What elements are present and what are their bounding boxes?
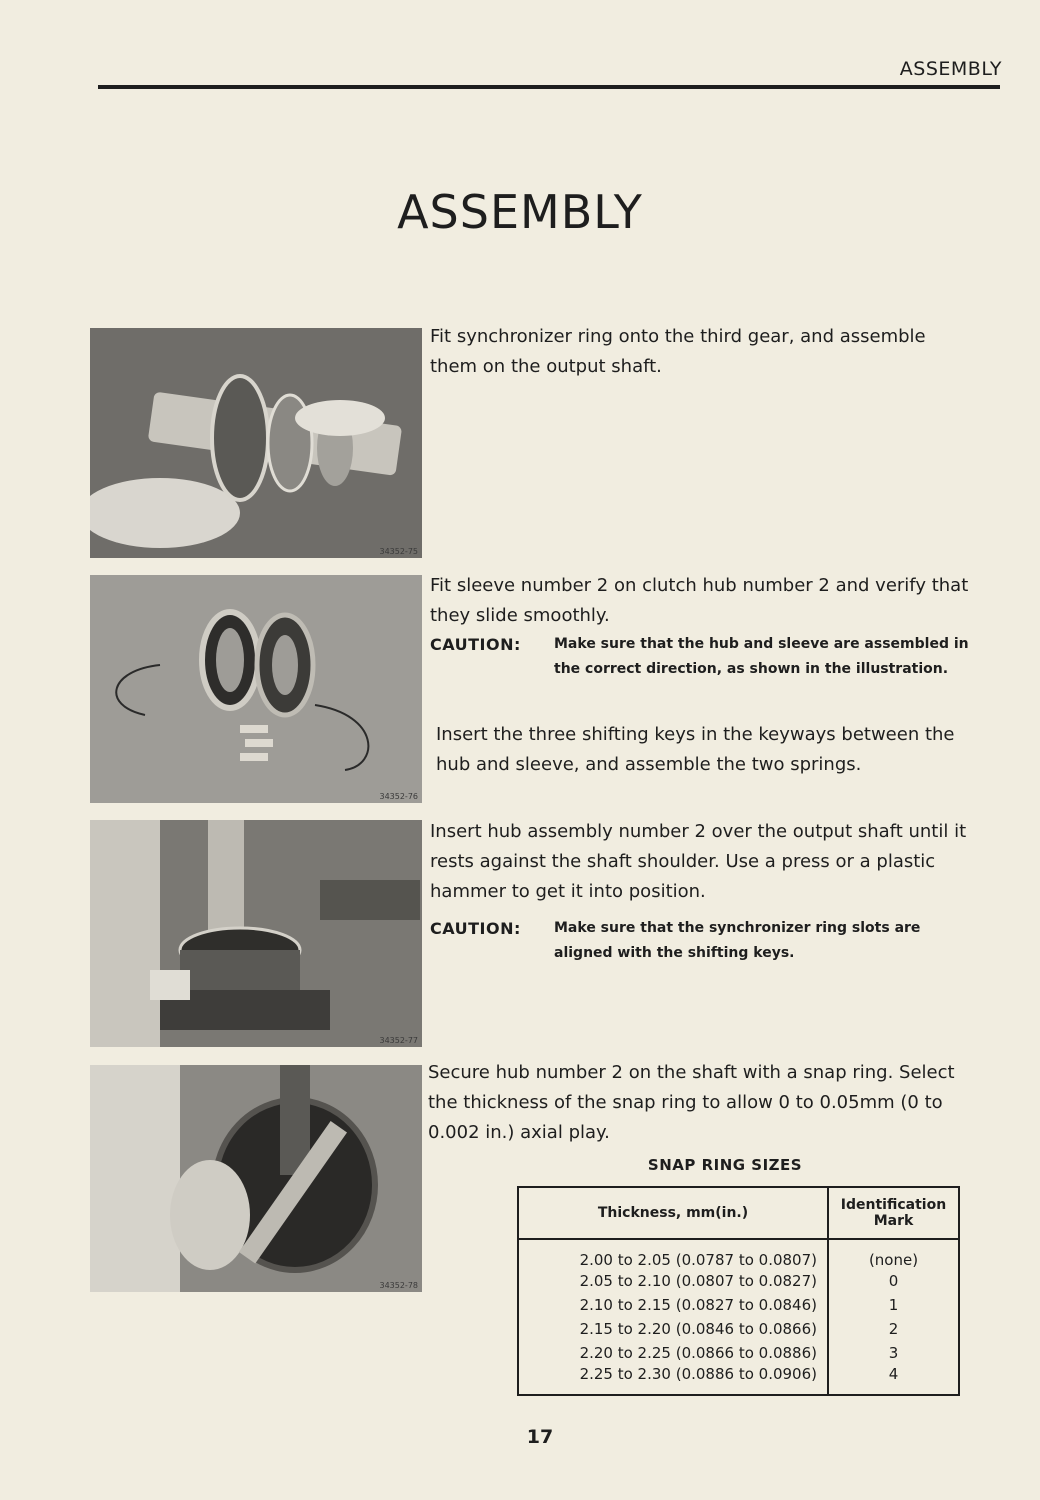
caution-label: CAUTION: <box>430 919 521 938</box>
caution-label: CAUTION: <box>430 635 521 654</box>
column-header-identification-mark: Identification Mark <box>828 1187 959 1239</box>
caution-text: Make sure that the hub and sleeve are assembled in the correct direction, as shown in the illustration. <box>554 636 969 677</box>
caution-2 <box>430 916 970 966</box>
photo-code: 34352-78 <box>379 1281 418 1290</box>
photo-code: 34352-77 <box>379 1036 418 1045</box>
caution-1 <box>430 632 970 682</box>
table-row <box>518 1269 959 1293</box>
photo-code: 34352-76 <box>379 792 418 801</box>
header-rule <box>98 85 1000 89</box>
table-row <box>518 1341 959 1365</box>
gear-shaft-illustration <box>90 328 422 558</box>
hub-sleeve-photo <box>90 575 422 803</box>
step-2-text: Fit sleeve number 2 on clutch hub number 2 and verify that they slide smoothly. <box>430 575 969 626</box>
step-1-text: Fit synchronizer ring onto the third gear, and assemble them on the output shaft. <box>430 326 926 377</box>
thickness-cell: 2.20 to 2.25 (0.0866 to 0.0886) <box>518 1341 828 1365</box>
snap-ring-photo <box>90 1065 422 1292</box>
step-5-text: Secure hub number 2 on the shaft with a snap ring. Select the thickness of the snap ring to allow 0 to 0.05mm (0 to 0.002 in.) axial play. <box>428 1062 955 1143</box>
mark-cell: 3 <box>888 1344 899 1362</box>
mark-cell: 2 <box>888 1320 899 1338</box>
step-3-text: Insert the three shifting keys in the keyways between the hub and sleeve, and assemble the two springs. <box>436 724 955 775</box>
step-4-text: Insert hub assembly number 2 over the output shaft until it rests against the shaft shoulder. Use a press or a plastic hammer to get it into position. <box>430 821 967 902</box>
table-row <box>518 1317 959 1341</box>
section-header-label: ASSEMBLY <box>899 58 1002 80</box>
mark-cell: 0 <box>888 1272 899 1290</box>
table-header-row <box>518 1187 959 1239</box>
caution-text: Make sure that the synchronizer ring slots are aligned with the shifting keys. <box>554 920 921 961</box>
press-photo <box>90 820 422 1047</box>
thickness-cell: 2.25 to 2.30 (0.0886 to 0.0906) <box>518 1365 828 1395</box>
table-row <box>518 1239 959 1269</box>
snap-ring-sizes-table <box>517 1186 960 1396</box>
thickness-cell: 2.15 to 2.20 (0.0846 to 0.0866) <box>518 1317 828 1341</box>
mark-cell: 4 <box>888 1365 899 1383</box>
page-title: ASSEMBLY <box>397 185 643 239</box>
press-illustration <box>90 820 422 1047</box>
thickness-cell: 2.10 to 2.15 (0.0827 to 0.0846) <box>518 1293 828 1317</box>
thickness-cell: 2.00 to 2.05 (0.0787 to 0.0807) <box>518 1239 828 1269</box>
mark-cell: (none) <box>868 1251 919 1269</box>
mark-cell: 1 <box>888 1296 899 1314</box>
table-title: SNAP RING SIZES <box>647 1156 803 1174</box>
photo-code: 34352-75 <box>379 547 418 556</box>
table-row <box>518 1293 959 1317</box>
table-row <box>518 1365 959 1395</box>
page-number: 17 <box>526 1426 554 1448</box>
column-header-thickness: Thickness, mm(in.) <box>518 1187 828 1239</box>
thickness-cell: 2.05 to 2.10 (0.0807 to 0.0827) <box>518 1269 828 1293</box>
hub-sleeve-illustration <box>90 575 422 803</box>
snap-ring-illustration <box>90 1065 422 1292</box>
gear-shaft-photo <box>90 328 422 558</box>
